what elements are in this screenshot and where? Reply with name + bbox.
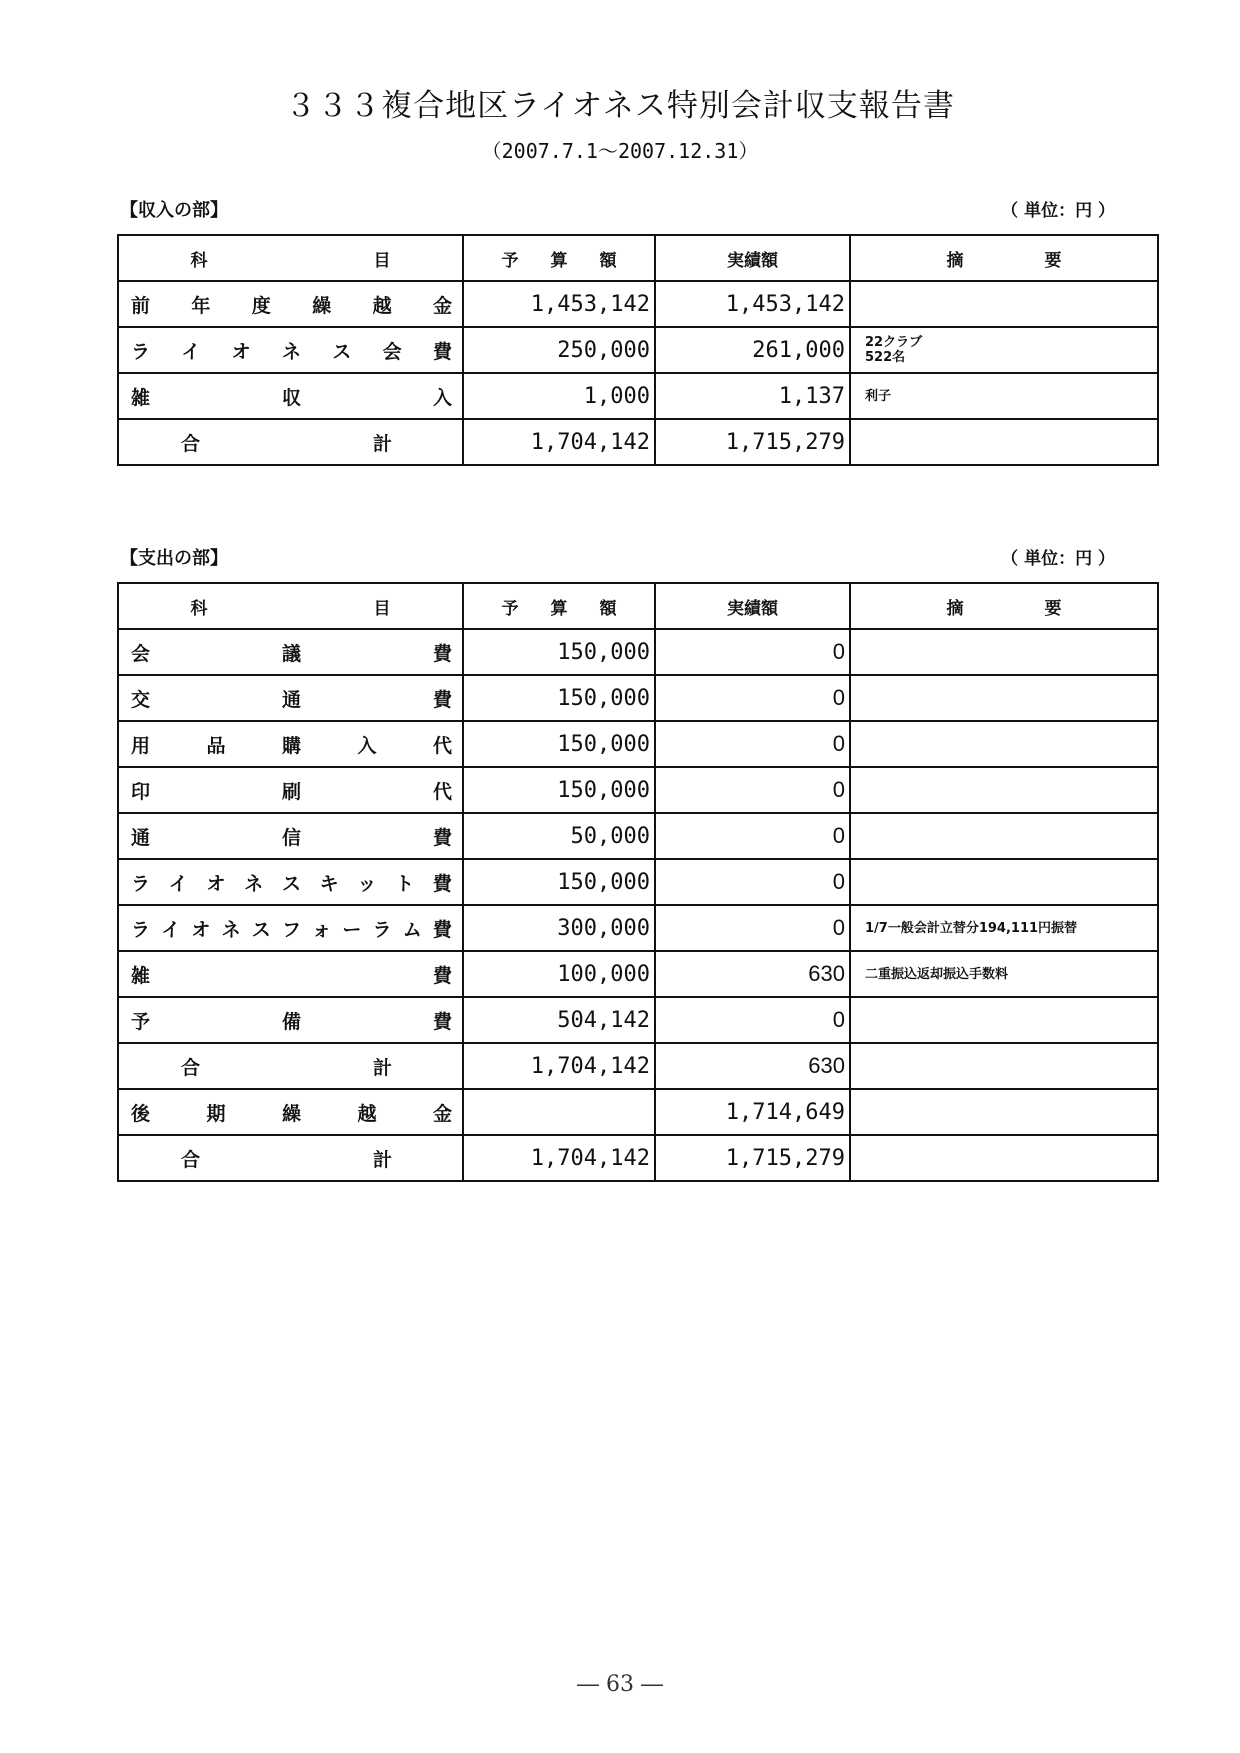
expense-note-cell [850, 1043, 1158, 1089]
expense-item-cell [118, 767, 463, 813]
expense-actual-cell: 0 [655, 813, 850, 859]
header-budget-text: 予 算 額 [501, 250, 617, 271]
header-item-text: 科 目 [190, 250, 391, 271]
income-item-label: 合 計 [181, 432, 392, 455]
expense-budget-cell [463, 1089, 655, 1135]
expense-item-label: 印 刷 代 [131, 780, 452, 803]
expense-item-label: 会 議 費 [131, 642, 452, 665]
income-unit-label: （ 単位：円 ） [1001, 201, 1115, 221]
expense-row [118, 997, 1158, 1043]
header-budget [463, 235, 655, 281]
expense-item-label: 合 計 [181, 1148, 392, 1171]
expense-note-cell: 1/7一般会計立替分194,111円振替 [850, 905, 1158, 951]
expense-budget-cell: 1,704,142 [463, 1135, 655, 1181]
expense-item-label: ラ イ オ ネ ス キ ッ ト 費 [131, 872, 452, 895]
header-item-text: 科 目 [190, 598, 391, 619]
income-note-line: 522名 [865, 350, 906, 365]
expense-budget-cell: 150,000 [463, 721, 655, 767]
expense-row [118, 767, 1158, 813]
expense-actual-cell: 0 [655, 721, 850, 767]
expense-budget-cell: 150,000 [463, 859, 655, 905]
expense-row [118, 1089, 1158, 1135]
expense-actual-cell: 0 [655, 997, 850, 1043]
report-period: （2007.7.1～2007.12.31） [481, 139, 759, 163]
header-budget-text: 予 算 額 [501, 598, 617, 619]
expense-actual-cell: 0 [655, 859, 850, 905]
expense-item-cell [118, 629, 463, 675]
income-item-label: 雑 収 入 [131, 386, 452, 409]
expense-item-cell [118, 997, 463, 1043]
income-note-cell [850, 419, 1158, 465]
expense-note-cell [850, 859, 1158, 905]
income-note-cell [850, 373, 1158, 419]
income-row [118, 373, 1158, 419]
expense-item-cell [118, 1089, 463, 1135]
income-row [118, 419, 1158, 465]
income-item-label: 前 年 度 繰 越 金 [131, 294, 452, 317]
expense-actual-cell: 0 [655, 629, 850, 675]
expense-note-cell [850, 997, 1158, 1043]
expense-item-label: 用 品 購 入 代 [131, 734, 452, 757]
income-table [117, 234, 1159, 466]
expense-section-label: 【支出の部】 [120, 548, 228, 569]
expense-budget-cell: 1,704,142 [463, 1043, 655, 1089]
income-section-label: 【収入の部】 [120, 200, 228, 221]
expense-actual-cell: 0 [655, 767, 850, 813]
header-actual: 実績額 [655, 583, 850, 629]
expense-budget-cell: 150,000 [463, 767, 655, 813]
income-budget-cell: 1,000 [463, 373, 655, 419]
expense-actual-cell: 0 [655, 905, 850, 951]
expense-item-cell [118, 1135, 463, 1181]
income-note-cell [850, 327, 1158, 373]
expense-item-cell [118, 721, 463, 767]
expense-item-cell [118, 859, 463, 905]
expense-item-label: 合 計 [181, 1056, 392, 1079]
income-item-cell [118, 281, 463, 327]
income-budget-cell: 1,453,142 [463, 281, 655, 327]
expense-budget-cell: 100,000 [463, 951, 655, 997]
income-note-line: 利子 [865, 388, 892, 404]
expense-table [117, 582, 1159, 1182]
expense-item-label: 通 信 費 [131, 826, 452, 849]
header-actual: 実績額 [655, 235, 850, 281]
header-item [118, 583, 463, 629]
expense-row [118, 629, 1158, 675]
expense-item-label: 予 備 費 [131, 1010, 452, 1033]
expense-row [118, 675, 1158, 721]
expense-row [118, 859, 1158, 905]
header-budget [463, 583, 655, 629]
expense-unit-label: （ 単位：円 ） [1001, 549, 1115, 569]
expense-row [118, 721, 1158, 767]
expense-row [118, 813, 1158, 859]
expense-budget-cell: 150,000 [463, 629, 655, 675]
header-item [118, 235, 463, 281]
income-item-cell [118, 327, 463, 373]
expense-note-cell [850, 1089, 1158, 1135]
income-note-cell [850, 281, 1158, 327]
expense-budget-cell: 504,142 [463, 997, 655, 1043]
income-item-label: ラ イ オ ネ ス 会 費 [131, 340, 452, 363]
expense-item-label: 後 期 繰 越 金 [131, 1102, 452, 1125]
expense-actual-cell: 1,714,649 [655, 1089, 850, 1135]
expense-item-cell [118, 1043, 463, 1089]
income-actual-cell: 1,137 [655, 373, 850, 419]
header-note-text: 摘 要 [946, 250, 1062, 271]
income-item-cell [118, 373, 463, 419]
expense-item-label: 雑 費 [131, 964, 452, 987]
expense-row [118, 905, 1158, 951]
expense-item-cell [118, 905, 463, 951]
document-title: ３３３複合地区ライオネス特別会計収支報告書 [285, 88, 955, 124]
expense-row [118, 1135, 1158, 1181]
expense-item-cell [118, 675, 463, 721]
expense-note-cell [850, 767, 1158, 813]
expense-note-cell [850, 721, 1158, 767]
expense-item-label: ラ イ オ ネ ス フ ォ ー ラ ム 費 [131, 918, 452, 941]
page-number: ― 63 ― [577, 1672, 663, 1697]
header-note [850, 583, 1158, 629]
expense-actual-cell: 1,715,279 [655, 1135, 850, 1181]
expense-budget-cell: 150,000 [463, 675, 655, 721]
expense-note-cell: 二重振込返却振込手数料 [850, 951, 1158, 997]
expense-item-cell [118, 951, 463, 997]
expense-note-cell [850, 1135, 1158, 1181]
income-budget-cell: 1,704,142 [463, 419, 655, 465]
expense-budget-cell: 300,000 [463, 905, 655, 951]
income-item-cell [118, 419, 463, 465]
income-row [118, 327, 1158, 373]
income-actual-cell: 1,453,142 [655, 281, 850, 327]
income-row [118, 281, 1158, 327]
expense-actual-cell: 0 [655, 675, 850, 721]
expense-item-cell [118, 813, 463, 859]
expense-note-cell [850, 629, 1158, 675]
income-actual-cell: 261,000 [655, 327, 850, 373]
expense-budget-cell: 50,000 [463, 813, 655, 859]
income-header-row [118, 235, 1158, 281]
expense-actual-cell: 630 [655, 951, 850, 997]
income-budget-cell: 250,000 [463, 327, 655, 373]
expense-header-row [118, 583, 1158, 629]
expense-row [118, 1043, 1158, 1089]
header-note-text: 摘 要 [946, 598, 1062, 619]
expense-note-cell [850, 813, 1158, 859]
expense-row [118, 951, 1158, 997]
expense-item-label: 交 通 費 [131, 688, 452, 711]
expense-note-cell [850, 675, 1158, 721]
income-note-line: 22クラブ [865, 335, 923, 350]
expense-actual-cell: 630 [655, 1043, 850, 1089]
income-actual-cell: 1,715,279 [655, 419, 850, 465]
header-note [850, 235, 1158, 281]
